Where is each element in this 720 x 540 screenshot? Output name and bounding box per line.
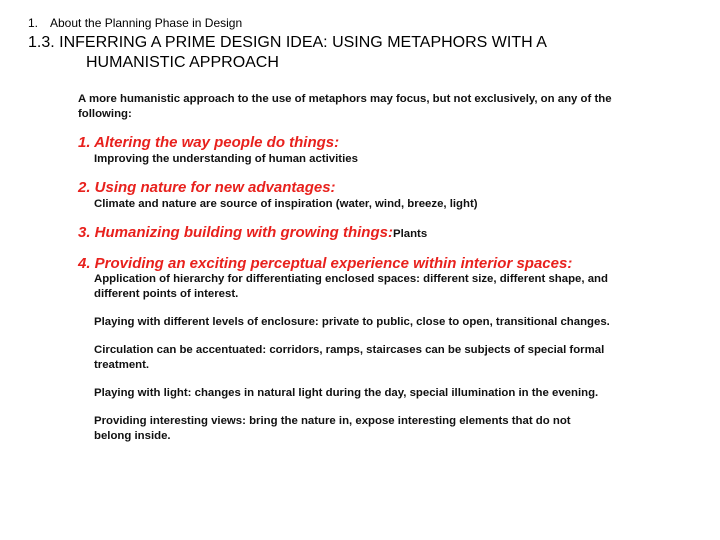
item-sub-2: Climate and nature are source of inspiration (water, wind, breeze, light)	[94, 198, 478, 210]
item-heading-3-tail: Plants	[392, 228, 428, 240]
point-1	[78, 272, 678, 302]
point-3-line-1: Circulation can be accentuated: corridors, ramps, staircases can be subjects of special formal	[94, 344, 605, 356]
slide-content	[78, 92, 678, 457]
point-4-line-1: Playing with light: changes in natural light during the day, special illumination in the evening.	[94, 387, 599, 399]
title-line-2: HUMANISTIC APPROACH	[86, 54, 279, 71]
point-5	[78, 414, 678, 444]
point-1-line-1: Application of hierarchy for differentiating enclosed spaces: different size, different shape, and	[94, 273, 608, 285]
point-2-line-1: Playing with different levels of enclosure: private to public, close to open, transitional changes.	[94, 316, 610, 328]
title-line-1: 1.3. INFERRING A PRIME DESIGN IDEA: USING METAPHORS WITH A	[28, 34, 547, 51]
intro-text	[78, 92, 678, 122]
page-title	[28, 33, 708, 73]
breadcrumb	[28, 16, 242, 30]
point-3	[78, 343, 678, 373]
point-1-line-2: different points of interest.	[94, 288, 239, 300]
item-heading-1: 1. Altering the way people do things:	[78, 134, 340, 151]
point-5-line-1: Providing interesting views: bring the nature in, expose interesting elements that do not	[94, 415, 571, 427]
item-sub-1: Improving the understanding of human activities	[94, 153, 358, 165]
point-3-line-2: treatment.	[94, 359, 150, 371]
point-4	[78, 386, 678, 401]
breadcrumb-number: 1.	[28, 16, 39, 30]
point-2	[78, 315, 678, 330]
item-heading-3	[78, 224, 678, 243]
intro-line-1: A more humanistic approach to the use of metaphors may focus, but not exclusively, on any of the	[78, 93, 612, 105]
point-5-line-2: belong inside.	[94, 430, 171, 442]
item-heading-4: 4. Providing an exciting perceptual experience within interior spaces:	[78, 255, 573, 272]
intro-line-2: following:	[78, 108, 132, 120]
breadcrumb-text: About the Planning Phase in Design	[50, 16, 243, 30]
item-heading-2: 2. Using nature for new advantages:	[78, 179, 336, 196]
item-heading-3-text: 3. Humanizing building with growing things:	[78, 224, 393, 241]
